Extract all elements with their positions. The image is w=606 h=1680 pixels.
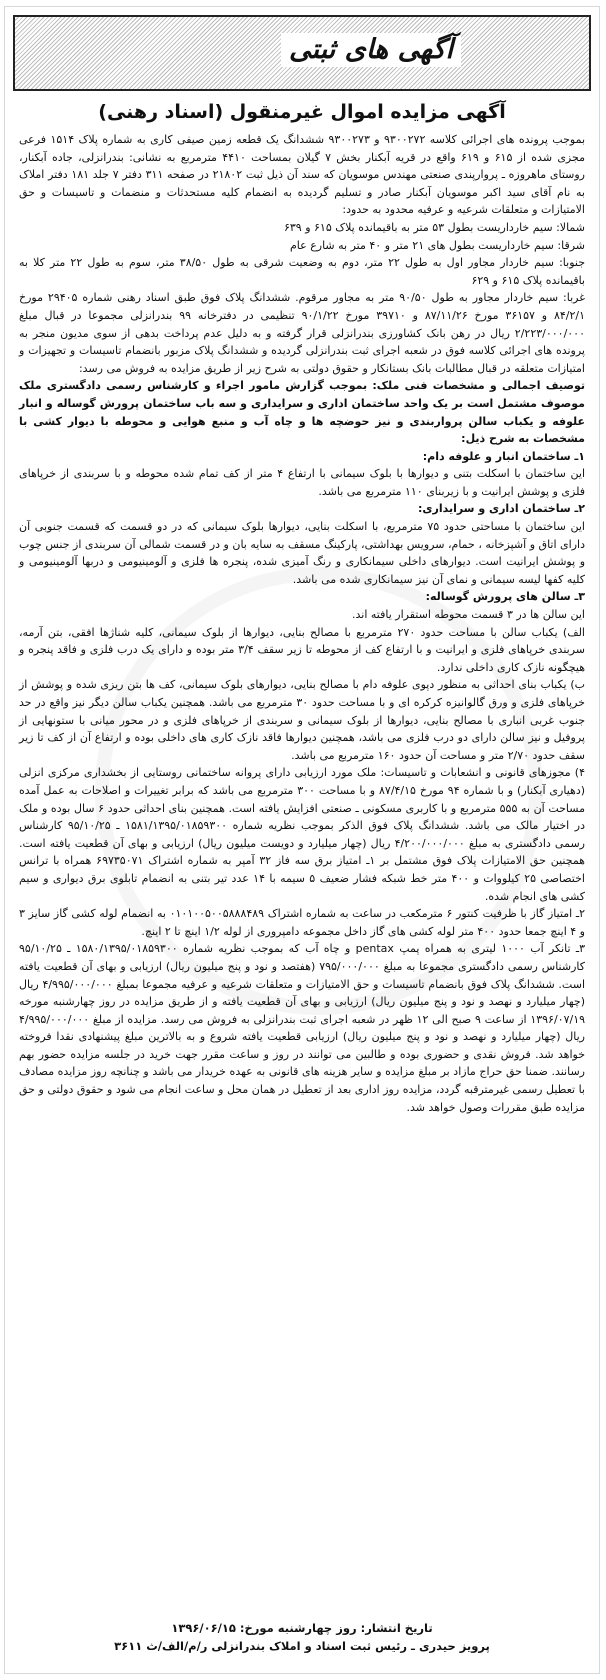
notice-paragraph: ب) یکباب بنای احداثی به منظور دپوی علوفه دام با مصالح بنایی، دیوارهای بلوک سیمانی، کف ها بتن ریزی شده و پوشش از خرپاهای فلزی و ورق گالوانیزه کرکره ای و با مساحت حدود ۳۰ مترمربع می باشد. همچنین یکباب سالن دیگر نیز واقع در حد جنوب غربی انباری با مصالح بنایی، دیوارها از بلوک سیمانی و سربندی از خرپاهای فلزی و در محور میانی با ستونهایی از پروفیل و نیز سالن دارای دو درب فلزی می باشد، همچنین دیوارها فاقد نازک کاری های داخلی بوده و ارتفاع آن از کف تا زیر سقف حدود ۲/۷۰ متر و مساحت آن حدود ۱۶۰ مترمربع می باشد. — [19, 678, 585, 762]
notice-paragraph: این ساختمان با مساحتی حدود ۷۵ مترمربع، با اسکلت بنایی، دیوارها بلوک سیمانی که در دو قسمت که قسمت جنوبی آن دارای اتاق و آشپزخانه ، حمام، سرویس بهداشتی، پارکینگ مسقف به سایه بان و در قسمت شمالی آن سربندی از جنس چوب و پوشش ایرانیت است. دیوارهای داخلی سیمانکاری و رنگ آمیزی شده، پنجره ها فلزی و آلومینیومی و دربها آلومینیومی و کلیه کفها لیسه سیمانی و نمای آن نیز سیمانکاری شده می باشد. — [19, 520, 585, 586]
notice-paragraph: ۴) مجوزهای قانونی و انشعابات و تاسیسات: ملک مورد ارزیابی دارای پروانه ساختمانی روستایی از بخشداری مرکزی انزلی (دهیاری آبکنار) و با شماره ۹۴ مورخ ۸۷/۴/۱۵ و با مساحت ۳۰۰ مترمربع می باشد که برابر تغییرات و اصلاحات به عمل آمده مساحت آن به ۵۵۵ مترمربع و با کاربری مسکونی ـ صنعتی افزایش یافته است. همچنین بنای احداثی حدود ۶ سال بوده و ملک در اختیار مالک می باشد. ششدانگ پلاک فوق الذکر بموجب نظریه شماره ۱۵۸۱/۱۳۹۵/۰۱۸۵۹۳۰۰ ـ ۹۵/۱۰/۲۵ کارشناس رسمی دادگستری به مبلغ ۴/۲۰۰/۰۰۰/۰۰۰ ریال (چهار میلیارد و دویست میلیون ریال) ارزیابی و بهای آن قطعیت یافته است. همچنین حق الامتیازات پلاک فوق مشتمل بر ۱ـ امتیاز برق سه فاز ۳۲ آمپر به شماره اشتراک ۶۹۷۳۵۰۷۱ همراه با ترانس اختصاصی ۲۵ کیلووات و ۴۰۰ متر خط شبکه فشار ضعیف ۵ سیمه با ۱۴ عدد تیر بتنی به انضمام تابلوی برق دیواری و سیم کشی های انجام شده. — [19, 766, 586, 903]
notice-paragraph: ۱ـ ساختمان انبار و علوفه دام: — [422, 449, 585, 463]
notice-footer — [19, 1619, 585, 1655]
notice-paragraph: شمالا: سیم خارداریست بطول ۵۳ متر به باقیمانده پلاک ۶۱۵ و ۶۳۹ — [283, 220, 585, 234]
notice-paragraph: شرقا: سیم خارداریست بطول های ۲۱ متر و ۴۰ متر به شارع عام — [289, 238, 585, 252]
notice-title: آگهی مزایده اموال غیرمنقول (اسناد رهنی) — [98, 101, 506, 123]
notice-paragraph: ۲ـ ساختمان اداری و سرایداری: — [418, 502, 585, 516]
notice-paragraph: ۳ـ سالن های پرورش گوساله: — [425, 590, 585, 604]
section-banner — [13, 15, 591, 91]
notice-body — [19, 131, 585, 1116]
notice-paragraph: بموجب پرونده های اجرائی کلاسه ۹۳۰۰۲۷۲ و ۹۳۰۰۲۷۳ ششدانگ یک قطعه زمین صیفی کاری به شماره پلاک ۱۵۱۴ فرعی مجزی شده از ۶۱۵ و ۶۱۹ واقع در قریه آبکنار بخش ۷ گیلان بمساحت ۴۴۱۰ مترمربع به نشانی: بندرانزلی، جاده آبکنار، روستای ماهروزه ـ پروارپندی صنعتی مهندس موسویان که سند آن ذیل ثبت ۲۱۸۰۲ در صفحه ۳۱۱ دفتر ۷ جلد ۱۸۱ دفتر املاک به نام آقای سید اکبر موسویان آبکنار صادر و تسلیم گردیده به انضمام کلیه مستحدثات و منضمات و تاسیسات و حق الامتیازات و متعلقات شرعیه و عرفیه محدود به حدود: — [19, 133, 585, 217]
signature: پرویز حیدری ـ رئیس ثبت اسناد و املاک بندرانزلی ر/م/الف/ث ۳۶۱۱ — [114, 1639, 490, 1653]
notice-paragraph: غربا: سیم خاردار مجاور به طول ۹۰/۵۰ متر به مجاور مرقوم. ششدانگ پلاک فوق طبق اسناد رهنی شماره ۲۹۴۰۵ مورخ ۸۴/۲/۱ و ۳۶۱۵۷ مورخ ۸۷/۱۱/۲۶ و ۳۹۷۱۰ مورخ ۹۰/۱/۲۲ تنظیمی در دفترخانه ۹۹ بندرانزلی مجموعا در قبال مبلغ ۲/۲۲۳/۰۰۰/۰۰۰ ریال در رهن بانک کشاورزی بندرانزلی قرار گرفته و به دلیل عدم پرداخت بدهی از سوی مدیون منجر به پرونده های اجرائی کلاسه فوق در شعبه اجرای ثبت بندرانزلی گردیده و ششدانگ پلاک مزبور بانضمام تاسیسات و تجهیزات و امتیازات متعلقه در قبال مطالبات بانک بستانکار و حقوق دولتی به شرح زیر از طریق مزایده به فروش می رسد: — [19, 291, 586, 375]
notice-paragraph: توصیف اجمالی و مشخصات فنی ملک: بموجب گزارش مامور اجراء و کارشناس رسمی دادگستری ملک موصوف مشتمل است بر یک واحد ساختمان اداری و سرایداری و سه باب ساختمان پرورش گوساله و انبار علوفه و یکباب سالن پرواربندی و نیز حوضچه ها و چاه آب و منبع هوایی و محوطه با دیوار کشی با مشخصات به شرح ذیل: — [19, 379, 585, 446]
publish-date: تاریخ انتشار: روز چهارشنبه مورخ: ۱۳۹۶/۰۶/۱۵ — [171, 1621, 433, 1635]
notice-paragraph: ۳ـ تانکر آب ۱۰۰۰ لیتری به همراه پمپ pentax و چاه آب که بموجب نظریه شماره ۱۵۸۰/۱۳۹۵/۰۱۸۵۹۳۰۰ ـ ۹۵/۱۰/۲۵ کارشناس رسمی دادگستری مجموعا به مبلغ ۷۹۵/۰۰۰/۰۰۰ (هفتصد و نود و پنج میلیون ریال) ارزیابی و بهای آن قطعیت یافته است. ششدانگ پلاک فوق بانضمام تاسیسات و حق الامتیازات و متعلقات شرعیه و عرفیه مجموعا بمبلغ ۴/۹۹۵/۰۰۰/۰۰۰ ریال (چهار میلیارد و نهصد و نود و پنج میلیون ریال) ارزیابی و بهای آن قطعیت یافته و از طریق مزایده در روز چهارشنبه مورخه ۱۳۹۶/۰۷/۱۹ از ساعت ۹ صبح الی ۱۲ ظهر در شعبه اجرای ثبت بندرانزلی به فروش می رسد. مزایده از مبلغ ۴/۹۹۵/۰۰۰/۰۰۰ ریال (چهار میلیارد و نهصد و نود و پنج میلیون ریال) ارزیابی قطعیت یافته شروع و به بالاترین مبلغ پیشنهادی نقدا فروخته خواهد شد. فروش نقدی و حضوری بوده و طالبین می توانند در روز و ساعت مقرر جهت خرید در جلسه مزایده حضور بهم رسانند. ضمنا حق حراج مازاد بر مبلغ مزایده و سایر هزینه های قانونی به عهده خریدار می باشد و چنانچه روز مزایده مصادف با تعطیل رسمی غیرمترقبه گردد، مزایده روز اداری بعد از تعطیل در همان محل و ساعت انجام می شود و حقوق دولتی و حق مزایده طبق مقررات وصول خواهد شد. — [19, 942, 586, 1114]
notice-paragraph: الف) یکباب سالن با مساحت حدود ۲۷۰ مترمربع با مصالح بنایی، دیوارها از بلوک سیمانی، کلیه شناژها افقی، بتن آرمه، سربندی خرپاهای فلزی و ایرانیت و با ارتفاع کف از محوطه تا زیر سقف ۳/۴ متر بوده و دارای یک درب فلزی و فاقد پنجره و هیچگونه نازک کاری داخلی ندارد. — [19, 625, 586, 674]
notice-paragraph: این ساختمان با اسکلت بتنی و دیوارها با بلوک سیمانی با ارتفاع ۴ متر از کف تمام شده محوطه و با سربندی از خرپاهای فلزی و پوشش ایرانیت و با زیربنای ۱۱۰ مترمربع می باشد. — [19, 467, 585, 498]
notice-paragraph: جنوبا: سیم خاردار مجاور اول به طول ۲۲ متر، دوم به وضعیت شرقی به طول ۳۸/۵۰ متر، سوم به طول ۲۲ متر کلا به باقیمانده پلاک ۶۱۵ و ۶۲۹ — [19, 256, 585, 287]
notice-paragraph: این سالن ها در ۳ قسمت محوطه استقرار یافته اند. — [352, 608, 585, 622]
notice-page — [4, 6, 600, 1674]
banner-title: آگهی های ثبتی — [281, 33, 461, 67]
notice-paragraph: ۲ـ امتیاز گاز با ظرفیت کنتور ۶ مترمکعب در ساعت به شماره اشتراک ۰۱۰۱۰۰۵۰۰۵۸۸۸۴۸۹ به انضمام لوله کشی گاز سایز ۳ و ۴ اینچ جمعا حدود ۴۰۰ متر لوله کشی های گاز داخل مجموعه دامپروری از لوله ۱/۲ اینچ تا ۲ اینچ. — [19, 907, 586, 938]
